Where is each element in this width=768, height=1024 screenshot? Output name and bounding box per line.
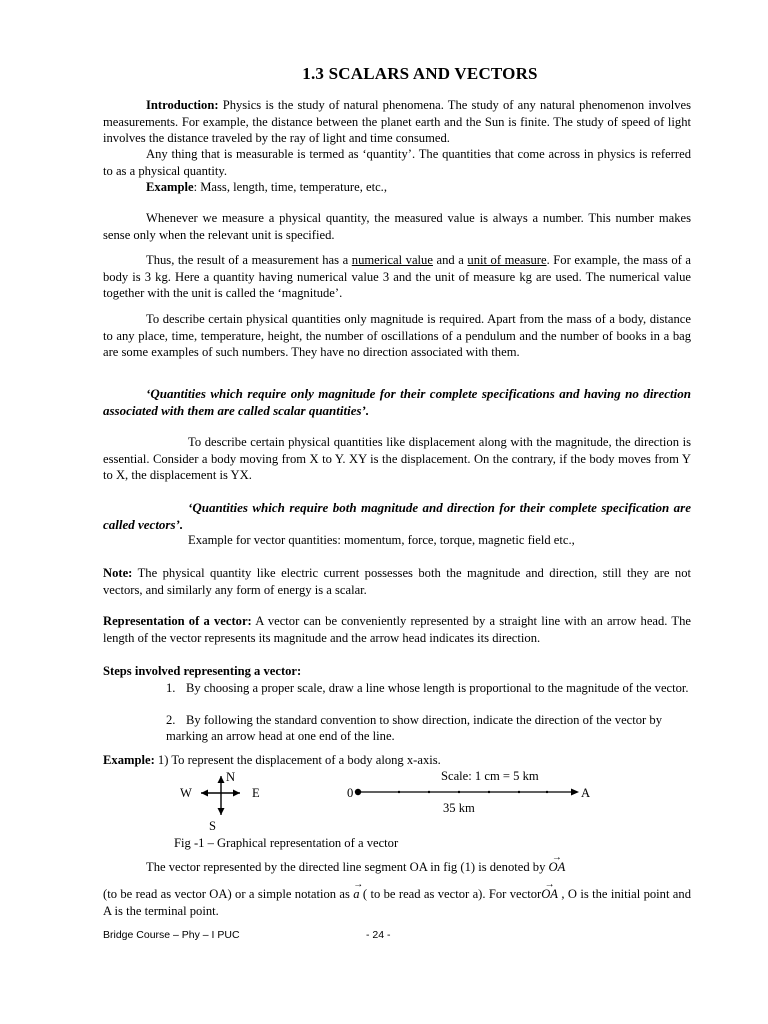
vector-a-symbol bbox=[353, 879, 364, 903]
compass-south-label: S bbox=[209, 819, 217, 833]
vector-a-text: a bbox=[353, 887, 360, 901]
notation-text-post: , O is the initial point and A is the terminal point. bbox=[103, 887, 691, 918]
note-label: Note: bbox=[103, 566, 133, 580]
vector-oa-symbol bbox=[541, 879, 558, 903]
intro-text: Physics is the study of natural phenomena. The study of any natural phenomenon involves measurements. For example, the distance between the planet earth and the Sun is finite. The study of speed of light involves the distance traveled by the ray of light and time consumed. bbox=[103, 98, 691, 146]
result-text-post: . For example, the mass of a body is 3 kg. Here a quantity having numerical value 3 and the unit of measure kg are used. The numerical value together with the unit is called the ‘magnitude’. bbox=[103, 253, 692, 301]
oa-paragraph bbox=[146, 852, 706, 876]
displacement-paragraph: To describe certain physical quantities like displacement along with the magnitude, the direction is essential. Consider a body moving from X to Y. XY is the displacement. On the contrary, if the body moves from Y to X, the displacement is YX. bbox=[103, 435, 691, 483]
vector-arrow-icon: → bbox=[551, 852, 562, 863]
scale-label: Scale: 1 cm = 5 km bbox=[441, 769, 539, 783]
intro-label: Introduction: bbox=[146, 98, 219, 112]
representation-label: Representation of a vector: bbox=[103, 614, 252, 628]
notation-text-mid: ( to be read as vector a). For vector bbox=[359, 887, 542, 901]
vector-oa-text: OA bbox=[548, 860, 566, 874]
section-title: 1.3 SCALARS AND VECTORS bbox=[302, 64, 538, 83]
quantity-paragraph: Any thing that is measurable is termed as ‘quantity’. The quantities that come across in physics is referred to as a physical quantity. bbox=[103, 147, 691, 178]
compass-east-label: E bbox=[252, 786, 260, 800]
vector-oa-text: OA bbox=[541, 887, 558, 901]
steps-heading-text: Steps involved representing a vector: bbox=[103, 664, 302, 678]
vector-arrow-icon: → bbox=[544, 879, 555, 890]
example-vector-text: 1) To represent the displacement of a body along x-axis. bbox=[154, 753, 441, 767]
measure-paragraph: Whenever we measure a physical quantity, the measured value is always a number. This number makes sense only when the relevant unit is specified. bbox=[103, 211, 691, 242]
origin-label: 0 bbox=[347, 786, 354, 800]
vector-arrowhead-icon bbox=[571, 789, 579, 796]
vector-examples: Example for vector quantities: momentum, force, torque, magnetic field etc., bbox=[188, 533, 575, 547]
example-label: Example bbox=[146, 180, 194, 194]
footer-course-label: Bridge Course – Phy – I PUC bbox=[103, 929, 240, 941]
footer-page-number: - 24 - bbox=[366, 929, 391, 941]
compass-rose bbox=[180, 770, 260, 833]
step-number: 2. bbox=[166, 713, 176, 727]
distance-label: 35 km bbox=[443, 801, 475, 815]
vector-oa bbox=[347, 769, 590, 815]
scalar-definition: ‘Quantities which require only magnitude for their complete specifications and having no direction associated with them are called scalar quantities’. bbox=[103, 386, 691, 418]
notation-text-pre: (to be read as vector OA) or a simple notation as bbox=[103, 887, 354, 901]
unit-of-measure-term: unit of measure bbox=[467, 253, 547, 267]
compass-north-label: N bbox=[226, 770, 236, 784]
north-arrow-icon bbox=[218, 776, 225, 783]
numerical-value-term: numerical value bbox=[351, 253, 433, 267]
representation-text: A vector can be conveniently represented by a straight line with an arrow head. The length of the vector represents its magnitude and the arrow head indicates its direction. bbox=[103, 614, 691, 645]
west-arrow-icon bbox=[201, 790, 208, 797]
example-vector-label: Example: bbox=[103, 753, 155, 767]
step-number: 1. bbox=[166, 681, 176, 695]
describe-paragraph: To describe certain physical quantities only magnitude is required. Apart from the mass of a body, distance to any place, time, temperature, height, the number of oscillations of a pendulum and the number of books in a bag are some examples of such numbers. They have no direction associated with them. bbox=[103, 312, 691, 360]
step-text: By following the standard convention to show direction, indicate the direction of the vector by marking an arrow head at one end of the line. bbox=[166, 713, 662, 744]
vector-arrow-icon: → bbox=[353, 879, 364, 890]
notation-paragraph bbox=[103, 879, 691, 919]
south-arrow-icon bbox=[218, 808, 225, 815]
terminal-label: A bbox=[581, 786, 591, 800]
step-text: By choosing a proper scale, draw a line whose length is proportional to the magnitude of the vector. bbox=[186, 681, 689, 695]
vector-oa-symbol bbox=[548, 852, 566, 876]
vector-definition: ‘Quantities which require both magnitude and direction for their complete specification are called vectors’. bbox=[103, 500, 691, 532]
note-text: The physical quantity like electric current possesses both the magnitude and direction, still they are not vectors, and similarly any form of energy is a scalar. bbox=[103, 566, 691, 597]
example-text: : Mass, length, time, temperature, etc., bbox=[193, 180, 387, 194]
result-text-pre: Thus, the result of a measurement has a bbox=[146, 253, 352, 267]
oa-text: The vector represented by the directed line segment OA in fig (1) is denoted by bbox=[146, 860, 549, 874]
compass-west-label: W bbox=[180, 786, 192, 800]
result-text-mid: and a bbox=[432, 253, 468, 267]
figure-caption: Fig -1 – Graphical representation of a vector bbox=[174, 836, 399, 850]
east-arrow-icon bbox=[233, 790, 240, 797]
